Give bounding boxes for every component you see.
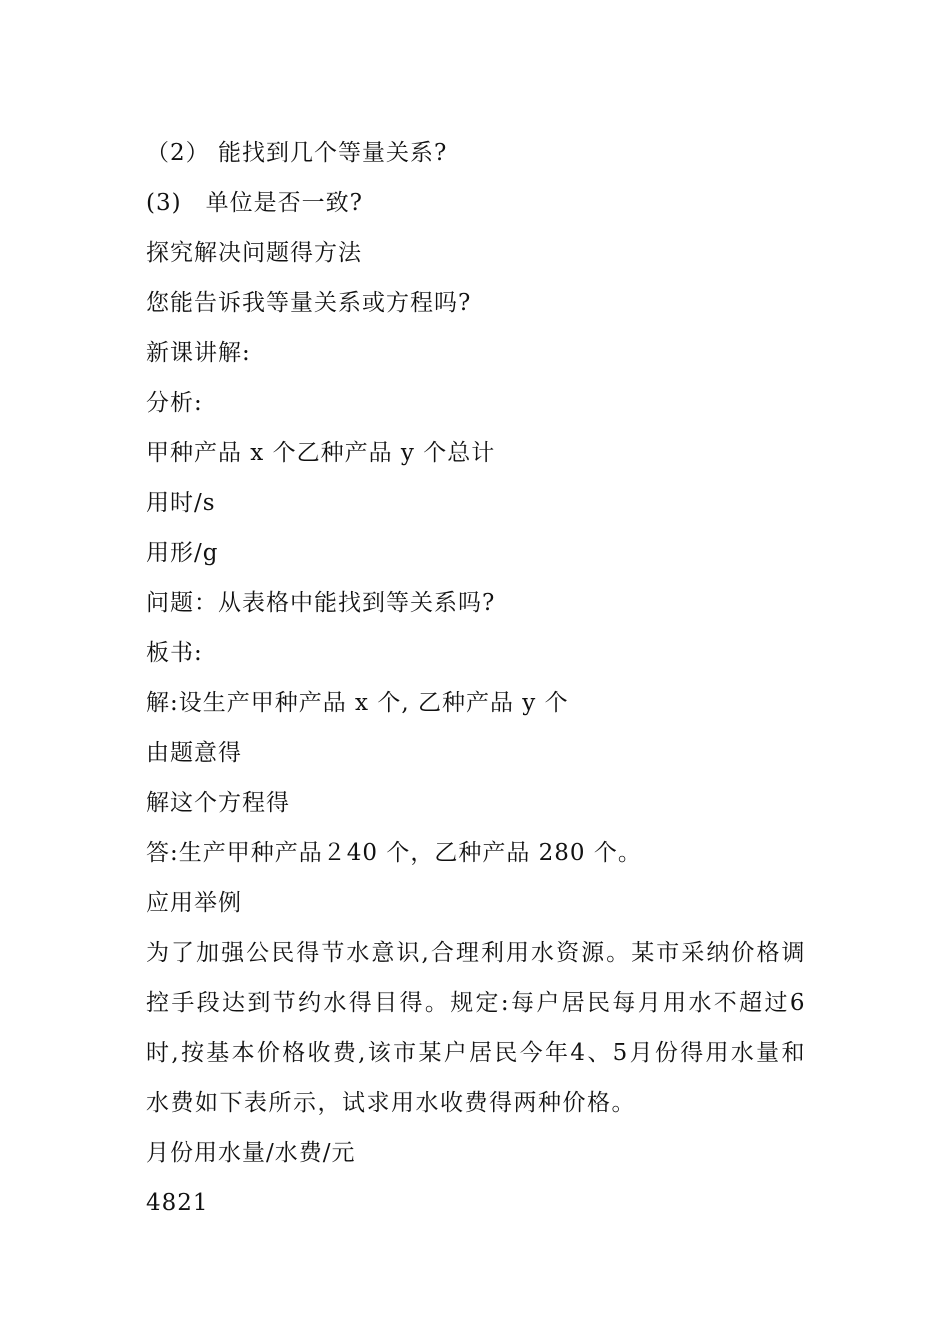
document-body [146,128,806,1228]
problem-paragraph: 为了加强公民得节水意识,合理利用水资源。某市采纳价格调控手段达到节约水得目得。规定:每户居民每月用水不超过6 时,按基本价格收费,该市某户居民今年4、5月份得用水量和水费如下表所示，试求用水收费得两种价格。 [146,940,806,1116]
solution-line: 由题意得 [146,740,242,766]
question-line: 问题：从表格中能找到等关系吗? [146,590,496,616]
solution-line: 解这个方程得 [146,790,290,816]
table-header-line: 月份用水量/水费/元 [146,1140,356,1166]
text-line: 分析: [146,390,203,416]
section-heading: 应用举例 [146,890,242,916]
text-line: (3) 单位是否一致? [146,190,363,216]
text-line: （2） 能找到几个等量关系? [146,140,448,166]
answer-line: 答:生产甲种产品２40 个，乙种产品 280 个。 [146,840,642,866]
text-line: 板书: [146,640,203,666]
section-heading: 探究解决问题得方法 [146,240,362,266]
text-line: 您能告诉我等量关系或方程吗? [146,290,472,316]
solution-line: 解:设生产甲种产品 x 个, 乙种产品 y 个 [146,690,569,716]
section-heading: 新课讲解: [146,340,251,366]
table-row-line: 4821 [146,1190,209,1216]
table-header-line: 甲种产品 x 个乙种产品 y 个总计 [146,440,496,466]
table-row-line: 用时/s [146,490,216,516]
table-row-line: 用形/g [146,540,219,566]
